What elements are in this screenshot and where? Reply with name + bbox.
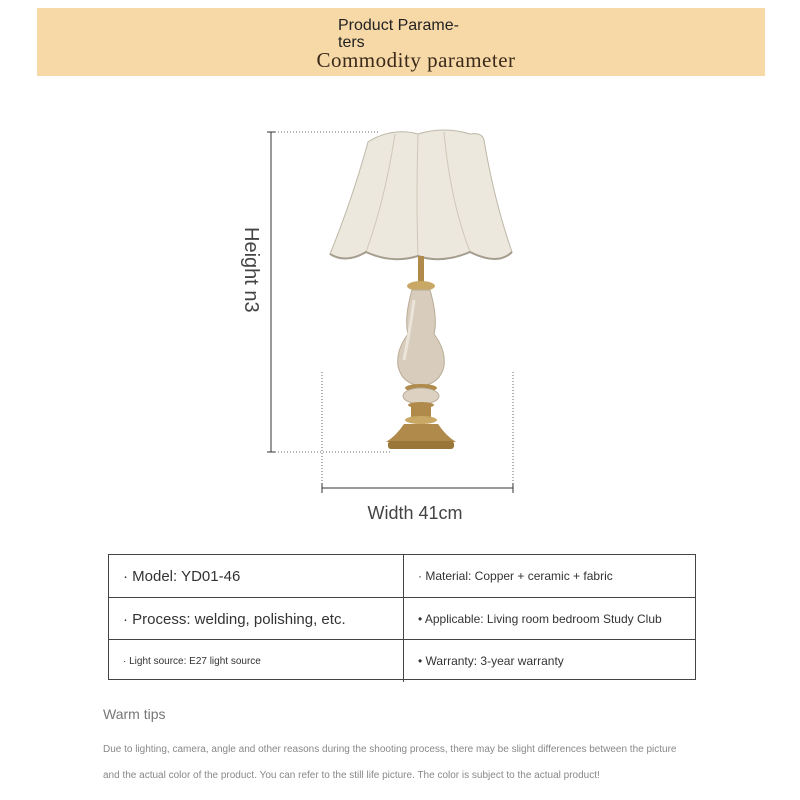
height-label: Height n3 xyxy=(240,227,262,313)
warm-tips-title: Warm tips xyxy=(103,706,166,722)
table-row xyxy=(109,597,695,640)
lamp-base xyxy=(386,406,456,449)
parameter-table xyxy=(108,554,696,680)
width-label: Width 41cm xyxy=(367,503,463,523)
table-row xyxy=(109,639,695,682)
warm-tips-line2: and the actual color of the product. You can refer to the still life picture. The color is subject to the actual product! xyxy=(103,770,600,781)
lamp-stem xyxy=(418,256,424,282)
header-title-en-line2: ters xyxy=(338,34,365,51)
warm-tips-line1: Due to lighting, camera, angle and other reasons during the shooting process, there may be slight differences between the picture xyxy=(103,744,677,755)
lamp-shade xyxy=(330,130,512,259)
param-warranty: • Warranty: 3-year warranty xyxy=(403,640,695,682)
param-process: · Process: welding, polishing, etc. xyxy=(123,610,346,628)
param-material: · Material: Copper + ceramic + fabric xyxy=(403,555,695,597)
header-title-en-line1: Product Parame- xyxy=(338,17,459,34)
param-model: · Model: YD01-46 xyxy=(123,567,241,585)
table-row xyxy=(109,555,695,597)
lamp-ceramic-body xyxy=(398,281,445,408)
param-light-source: · Light source: E27 light source xyxy=(123,655,261,667)
param-applicable: • Applicable: Living room bedroom Study Club xyxy=(403,598,695,640)
header-title-cn: Commodity parameter xyxy=(316,48,516,72)
